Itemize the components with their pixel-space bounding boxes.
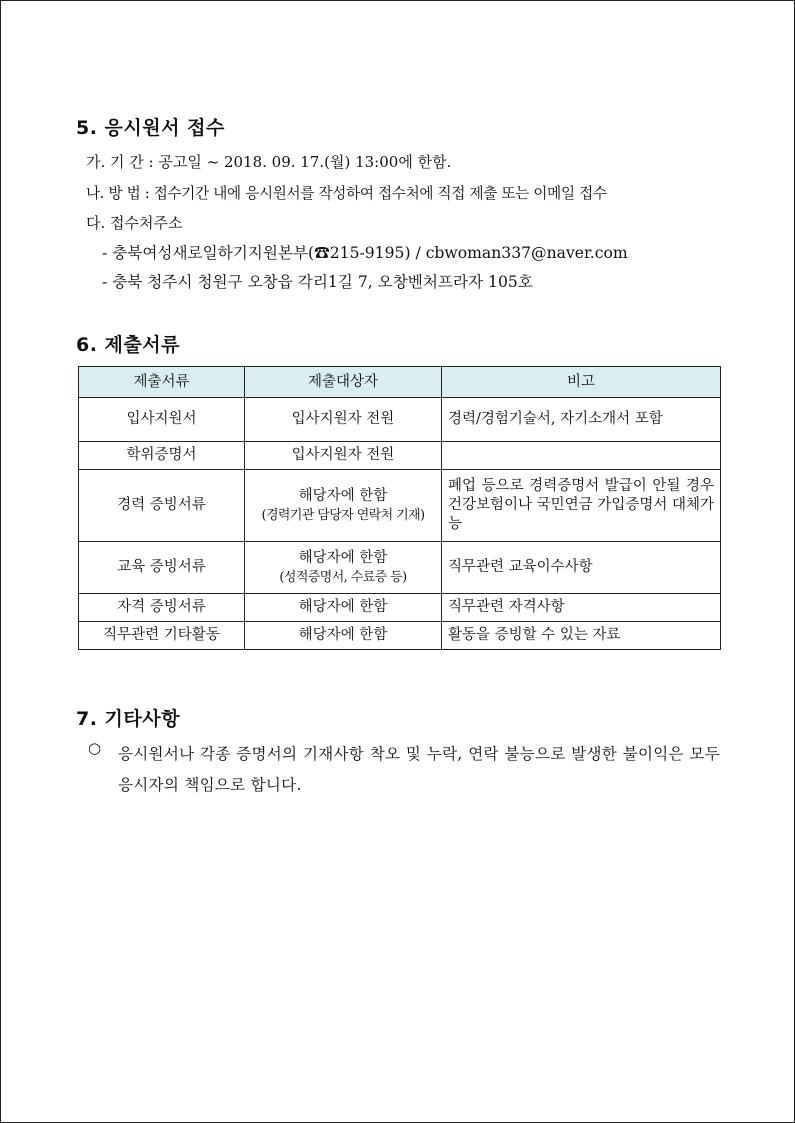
row-target: 해당자에 한함 <box>298 487 388 504</box>
row-remark: 폐업 등으로 경력증명서 발급이 안될 경우 건강보험이나 국민연금 가입증명서 대체가능 <box>442 470 721 542</box>
table-header-row <box>79 367 721 398</box>
row-document: 자격 증빙서류 <box>79 594 245 622</box>
bullet-circle: ○ <box>88 739 102 757</box>
row-target: 입사지원자 전원 <box>245 442 442 470</box>
row-remark: 경력/경험기술서, 자기소개서 포함 <box>442 398 721 442</box>
table-row <box>79 622 721 650</box>
header-document: 제출서류 <box>79 367 245 398</box>
table-row <box>79 398 721 442</box>
table-row <box>79 470 721 542</box>
row-remark: 직무관련 교육이수사항 <box>442 542 721 594</box>
row-document: 입사지원서 <box>79 398 245 442</box>
row-document: 직무관련 기타활동 <box>79 622 245 650</box>
section5-place-address: - 충북 청주시 청원구 오창읍 각리1길 7, 오창벤처프라자 105호 <box>102 273 533 291</box>
row-document: 경력 증빙서류 <box>79 470 245 542</box>
row-document: 교육 증빙서류 <box>79 542 245 594</box>
section5-place-contact: - 충북여성새로일하기지원본부(☎215-9195) / cbwoman337@naver.com <box>102 244 628 262</box>
row-remark: 직무관련 자격사항 <box>442 594 721 622</box>
row-target-note: (성적증명서, 수료증 등) <box>279 569 407 585</box>
row-target-cell <box>245 470 442 542</box>
section5-title: 5. 응시원서 접수 <box>76 117 225 139</box>
row-target-cell <box>245 542 442 594</box>
header-target: 제출대상자 <box>245 367 442 398</box>
row-target: 입사지원자 전원 <box>245 398 442 442</box>
section5-method: 나. 방 법 : 접수기간 내에 응시원서를 작성하여 접수처에 직접 제출 또는 이메일 접수 <box>86 185 607 202</box>
section7-text: 응시원서나 각종 증명서의 기재사항 착오 및 누락, 연락 불능으로 발생한 불이익은 모두 응시자의 책임으로 합니다. <box>118 745 720 794</box>
section5-period: 가. 기 간 : 공고일 ~ 2018. 09. 17.(월) 13:00에 한함. <box>86 153 452 171</box>
row-remark <box>442 442 721 470</box>
row-remark: 활동을 증빙할 수 있는 자료 <box>442 622 721 650</box>
row-target: 해당자에 한함 <box>245 622 442 650</box>
section5-place-label: 다. 접수처주소 <box>86 214 183 232</box>
table-row <box>79 594 721 622</box>
header-remark: 비고 <box>442 367 721 398</box>
row-target: 해당자에 한함 <box>245 594 442 622</box>
row-target-note: (경력기관 담당자 연락처 기재) <box>261 507 425 523</box>
documents-table <box>78 366 721 650</box>
table-row <box>79 442 721 470</box>
row-document: 학위증명서 <box>79 442 245 470</box>
section6-title: 6. 제출서류 <box>76 334 180 356</box>
section7-title: 7. 기타사항 <box>76 708 180 730</box>
table-row <box>79 542 721 594</box>
row-target: 해당자에 한함 <box>298 549 388 566</box>
